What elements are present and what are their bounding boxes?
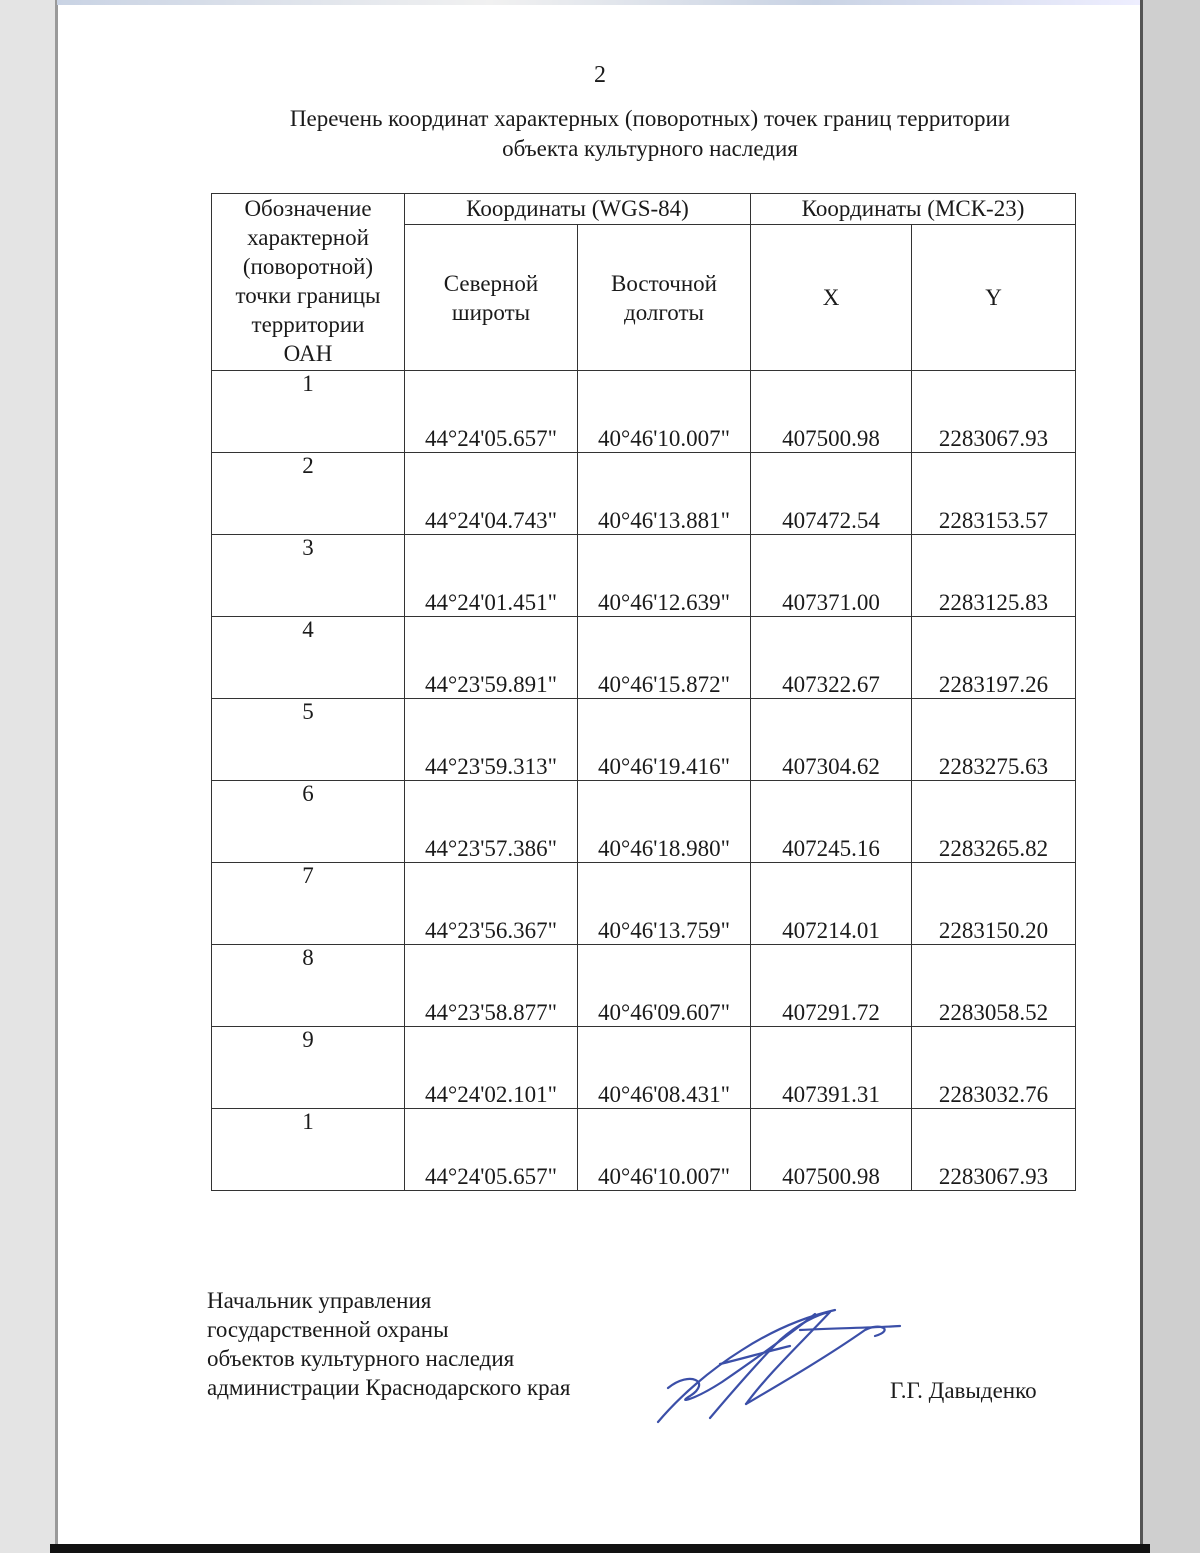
- cell-y: 2283067.93: [912, 371, 1076, 453]
- cell-latitude: 44°24'04.743": [405, 453, 578, 535]
- cell-longitude: 40°46'10.007": [578, 1109, 751, 1191]
- coordinates-table: [211, 193, 1076, 1191]
- cell-y: 2283265.82: [912, 781, 1076, 863]
- cell-x: 407500.98: [751, 1109, 912, 1191]
- cell-y: 2283058.52: [912, 945, 1076, 1027]
- cell-y: 2283125.83: [912, 535, 1076, 617]
- cell-latitude: 44°23'56.367": [405, 863, 578, 945]
- cell-longitude: 40°46'15.872": [578, 617, 751, 699]
- header-msk23: Координаты (МСК-23): [751, 194, 1076, 225]
- cell-longitude: 40°46'12.639": [578, 535, 751, 617]
- cell-y: 2283032.76: [912, 1027, 1076, 1109]
- cell-point: 9: [212, 1027, 405, 1109]
- cell-x: 407391.31: [751, 1027, 912, 1109]
- signature-stroke: [668, 1314, 815, 1400]
- header-x: X: [751, 225, 912, 371]
- cell-x: 407245.16: [751, 781, 912, 863]
- title-line-2: объекта культурного наследия: [502, 136, 798, 161]
- cell-longitude: 40°46'09.607": [578, 945, 751, 1027]
- cell-x: 407214.01: [751, 863, 912, 945]
- header-north-latitude: Северной широты: [405, 225, 578, 371]
- cell-latitude: 44°23'59.891": [405, 617, 578, 699]
- table-row: [212, 699, 1076, 781]
- cell-point: 1: [212, 371, 405, 453]
- cell-x: 407304.62: [751, 699, 912, 781]
- table-row: [212, 617, 1076, 699]
- cell-x: 407500.98: [751, 371, 912, 453]
- cell-latitude: 44°23'58.877": [405, 945, 578, 1027]
- scan-right-edge: [1140, 0, 1143, 1553]
- table-row: [212, 781, 1076, 863]
- table-row: [212, 371, 1076, 453]
- cell-point: 3: [212, 535, 405, 617]
- signatory-name: Г.Г. Давыденко: [890, 1378, 1037, 1403]
- cell-y: 2283197.26: [912, 617, 1076, 699]
- cell-longitude: 40°46'19.416": [578, 699, 751, 781]
- cell-latitude: 44°23'57.386": [405, 781, 578, 863]
- table-row: [212, 1109, 1076, 1191]
- cell-point: 6: [212, 781, 405, 863]
- cell-x: 407472.54: [751, 453, 912, 535]
- page-number: 2: [594, 62, 606, 88]
- table-row: [212, 1027, 1076, 1109]
- cell-latitude: 44°24'05.657": [405, 1109, 578, 1191]
- cell-point: 1: [212, 1109, 405, 1191]
- cell-longitude: 40°46'18.980": [578, 781, 751, 863]
- cell-longitude: 40°46'08.431": [578, 1027, 751, 1109]
- table-row: [212, 453, 1076, 535]
- cell-latitude: 44°24'02.101": [405, 1027, 578, 1109]
- scan-bottom-edge: [50, 1544, 1150, 1553]
- document-title: [200, 104, 1100, 164]
- cell-latitude: 44°24'01.451": [405, 535, 578, 617]
- header-point-designation: Обозначение характерной (поворотной) точки границы территории ОАН: [212, 194, 405, 371]
- signature-stroke: [720, 1346, 790, 1364]
- header-y: Y: [912, 225, 1076, 371]
- cell-point: 2: [212, 453, 405, 535]
- cell-latitude: 44°23'59.313": [405, 699, 578, 781]
- cell-y: 2283067.93: [912, 1109, 1076, 1191]
- table-row: [212, 945, 1076, 1027]
- cell-x: 407291.72: [751, 945, 912, 1027]
- scan-left-margin: [0, 0, 57, 1553]
- cell-point: 4: [212, 617, 405, 699]
- cell-y: 2283275.63: [912, 699, 1076, 781]
- scan-right-margin: [1140, 0, 1200, 1553]
- cell-y: 2283153.57: [912, 453, 1076, 535]
- cell-x: 407371.00: [751, 535, 912, 617]
- table-row: [212, 863, 1076, 945]
- cell-point: 8: [212, 945, 405, 1027]
- table-header-row: [212, 194, 1076, 225]
- cell-latitude: 44°24'05.657": [405, 371, 578, 453]
- signatory-position: Начальник управления государственной охраны объектов культурного наследия администрации Краснодарского края: [207, 1288, 571, 1400]
- cell-point: 5: [212, 699, 405, 781]
- cell-y: 2283150.20: [912, 863, 1076, 945]
- cell-longitude: 40°46'13.881": [578, 453, 751, 535]
- header-wgs84: Координаты (WGS-84): [405, 194, 751, 225]
- signature-stroke: [746, 1327, 885, 1404]
- table-row: [212, 535, 1076, 617]
- cell-x: 407322.67: [751, 617, 912, 699]
- cell-longitude: 40°46'10.007": [578, 371, 751, 453]
- scan-top-edge: [57, 0, 1140, 5]
- cell-longitude: 40°46'13.759": [578, 863, 751, 945]
- header-east-longitude: Восточной долготы: [578, 225, 751, 371]
- scan-left-edge: [55, 0, 58, 1553]
- handwritten-signature: [650, 1300, 910, 1430]
- title-line-1: Перечень координат характерных (поворотных) точек границ территории: [289, 106, 1011, 131]
- cell-point: 7: [212, 863, 405, 945]
